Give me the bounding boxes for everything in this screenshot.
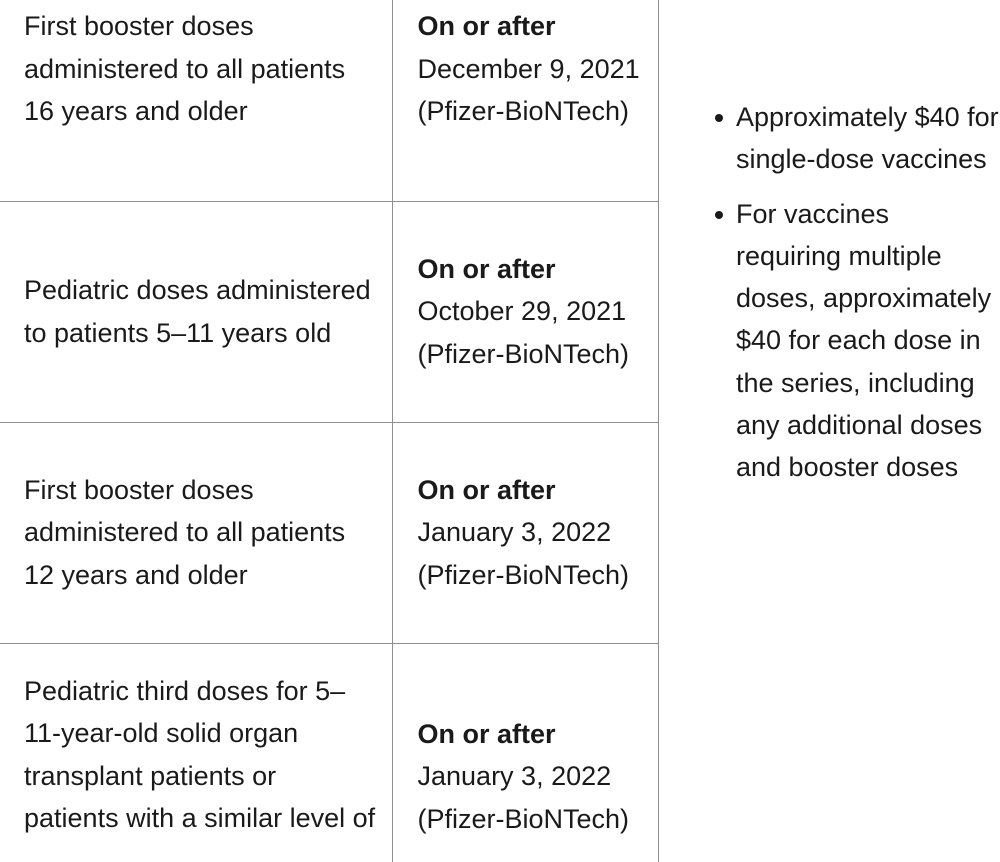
effective-date-cell <box>392 201 658 422</box>
payment-rate-list <box>714 96 1000 501</box>
table-row <box>0 643 658 862</box>
table-row <box>0 201 658 422</box>
date-text: October 29, 2021 (Pfizer-BioNTech) <box>417 296 630 369</box>
bullet-icon <box>715 211 723 219</box>
date-lead: On or after <box>417 474 556 505</box>
dose-description: First booster doses administered to all patients 12 years and older <box>0 422 392 643</box>
list-item <box>736 193 1000 489</box>
effective-date-cell <box>392 643 658 862</box>
date-lead: On or after <box>417 11 556 41</box>
effective-date-cell <box>392 0 658 201</box>
date-text: January 3, 2022 (Pfizer-BioNTech) <box>417 517 630 590</box>
table-row <box>0 0 658 201</box>
dose-description: Pediatric third doses for 5–11-year-old solid organ transplant patients or patients with a similar level of <box>0 643 392 862</box>
date-text: January 3, 2022 (Pfizer-BioNTech) <box>417 761 630 834</box>
rate-text: Approximately $40 for single-dose vaccines <box>736 102 999 175</box>
dose-description: First booster doses administered to all patients 16 years and older <box>0 0 392 201</box>
effective-date-cell <box>392 422 658 643</box>
dose-description: Pediatric doses administered to patients 5–11 years old <box>0 201 392 422</box>
date-lead: On or after <box>417 253 556 284</box>
date-text: December 9, 2021 (Pfizer-BioNTech) <box>417 53 640 126</box>
table-row <box>0 422 658 643</box>
bullet-icon <box>715 114 723 122</box>
rate-text: For vaccines requiring multiple doses, approximately $40 for each dose in the series, including any additional doses and booster doses <box>736 198 992 483</box>
list-item <box>736 96 1000 181</box>
date-lead: On or after <box>417 718 556 749</box>
